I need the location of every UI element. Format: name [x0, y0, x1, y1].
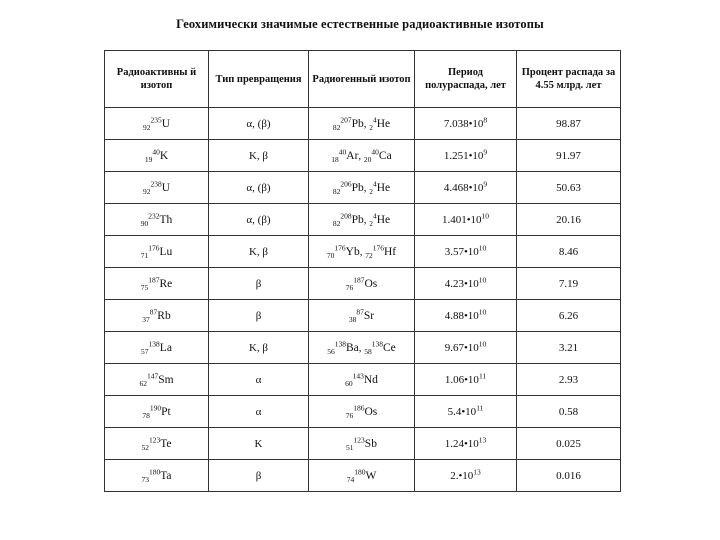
element-symbol: Sm: [158, 373, 174, 386]
cell-radioactive-isotope: [105, 300, 209, 332]
atomic-number: 60: [345, 378, 353, 388]
atomic-number: 70: [326, 250, 335, 260]
half-life-mantissa: 7.038•10: [443, 117, 484, 130]
element-symbol: W: [365, 469, 377, 482]
cell-decay-type: K: [209, 428, 309, 460]
table-row: [105, 204, 621, 236]
cell-radiogenic-isotope: [309, 140, 415, 172]
atomic-number: 73: [141, 474, 149, 484]
half-life-mantissa: 2.•10: [450, 469, 474, 482]
element-symbol: Pt: [161, 405, 171, 418]
mass-number: 143: [352, 370, 364, 380]
cell-radiogenic-isotope: [309, 204, 415, 236]
header-row: [105, 51, 621, 108]
element-symbol: U: [161, 117, 171, 130]
cell-decay-percent: 0.025: [517, 428, 621, 460]
cell-decay-type: K, β: [209, 140, 309, 172]
element-symbol: Th: [159, 213, 173, 226]
cell-decay-percent: 6.26: [517, 300, 621, 332]
atomic-number: 82: [332, 122, 341, 132]
cell-decay-percent: 50.63: [517, 172, 621, 204]
half-life-mantissa: 1.06•10: [444, 373, 479, 386]
header-decay-percent: Процент распада за 4.55 млрд. лет: [517, 51, 621, 108]
cell-radioactive-isotope: [105, 364, 209, 396]
half-life-exponent: 10: [478, 242, 487, 252]
cell-half-life: [415, 140, 517, 172]
mass-number: 4: [372, 210, 377, 220]
table-row: [105, 300, 621, 332]
atomic-number: 72: [365, 250, 373, 260]
half-life-mantissa: 4.468•10: [443, 181, 484, 194]
element-symbol: He: [376, 213, 391, 226]
mass-number: 123: [148, 434, 161, 444]
mass-number: 4: [372, 114, 377, 124]
cell-radioactive-isotope: [105, 172, 209, 204]
atomic-number: 2: [369, 186, 373, 196]
table-row: [105, 364, 621, 396]
cell-decay-percent: 0.016: [517, 460, 621, 492]
element-symbol: Pb: [351, 213, 364, 226]
cell-radioactive-isotope: [105, 140, 209, 172]
half-life-mantissa: 3.57•10: [444, 245, 479, 258]
mass-number: 87: [356, 306, 364, 316]
cell-decay-percent: 91.97: [517, 140, 621, 172]
element-symbol: Os: [364, 405, 378, 418]
atomic-number: 2: [369, 218, 373, 228]
atomic-number: 37: [142, 314, 150, 324]
half-life-mantissa: 9.67•10: [444, 341, 479, 354]
mass-number: 176: [372, 242, 384, 252]
half-life-exponent: 13: [478, 434, 487, 444]
element-symbol: He: [376, 117, 391, 130]
atomic-number: 2: [369, 122, 373, 132]
cell-half-life: [415, 460, 517, 492]
cell-radioactive-isotope: [105, 396, 209, 428]
mass-number: 180: [354, 466, 366, 476]
header-half-life: Период полураспада, лет: [415, 51, 517, 108]
cell-radiogenic-isotope: [309, 428, 415, 460]
half-life-exponent: 10: [478, 338, 487, 348]
separator: ,: [358, 149, 364, 162]
element-symbol: Sr: [363, 309, 375, 322]
atomic-number: 78: [142, 410, 150, 420]
cell-decay-type: K, β: [209, 332, 309, 364]
half-life-mantissa: 1.401•10: [441, 213, 482, 226]
table-row: [105, 428, 621, 460]
element-symbol: Ca: [378, 149, 392, 162]
cell-decay-percent: 2.93: [517, 364, 621, 396]
half-life-exponent: 8: [483, 114, 488, 124]
atomic-number: 58: [364, 346, 372, 356]
cell-decay-type: β: [209, 268, 309, 300]
mass-number: 180: [148, 466, 161, 476]
half-life-exponent: 9: [483, 146, 488, 156]
cell-half-life: [415, 332, 517, 364]
cell-decay-percent: 8.46: [517, 236, 621, 268]
half-life-mantissa: 4.23•10: [444, 277, 479, 290]
element-symbol: Nd: [363, 373, 378, 386]
mass-number: 238: [150, 178, 162, 188]
cell-radiogenic-isotope: [309, 108, 415, 140]
mass-number: 235: [150, 114, 162, 124]
atomic-number: 38: [348, 314, 357, 324]
separator: ,: [359, 245, 366, 258]
cell-radioactive-isotope: [105, 204, 209, 236]
half-life-exponent: 11: [476, 402, 484, 412]
mass-number: 40: [338, 146, 347, 156]
element-symbol: K: [159, 149, 169, 162]
half-life-mantissa: 1.24•10: [444, 437, 479, 450]
atomic-number: 74: [346, 474, 355, 484]
table-row: [105, 396, 621, 428]
cell-radiogenic-isotope: [309, 300, 415, 332]
mass-number: 206: [340, 178, 352, 188]
separator: ,: [363, 117, 370, 130]
cell-decay-type: α: [209, 364, 309, 396]
element-symbol: Os: [364, 277, 378, 290]
cell-decay-type: K, β: [209, 236, 309, 268]
mass-number: 208: [340, 210, 352, 220]
atomic-number: 56: [327, 346, 335, 356]
atomic-number: 92: [142, 186, 151, 196]
half-life-exponent: 13: [473, 466, 481, 476]
mass-number: 176: [334, 242, 346, 252]
header-radiogenic-isotope: Радиогенный изотоп: [309, 51, 415, 108]
cell-radiogenic-isotope: [309, 268, 415, 300]
cell-half-life: [415, 172, 517, 204]
cell-half-life: [415, 204, 517, 236]
atomic-number: 51: [346, 442, 354, 452]
cell-half-life: [415, 236, 517, 268]
mass-number: 138: [334, 338, 346, 348]
cell-radioactive-isotope: [105, 268, 209, 300]
header-decay-type: Тип превращения: [209, 51, 309, 108]
mass-number: 4: [372, 178, 377, 188]
element-symbol: Ba: [345, 341, 359, 354]
header-radioactive-isotope: Радиоактивны й изотоп: [105, 51, 209, 108]
element-symbol: Sb: [364, 437, 377, 450]
element-symbol: He: [376, 181, 391, 194]
separator: ,: [358, 341, 365, 354]
mass-number: 87: [149, 306, 158, 316]
table-row: [105, 108, 621, 140]
mass-number: 190: [149, 402, 162, 412]
table-body: [105, 108, 621, 492]
table-row: [105, 172, 621, 204]
element-symbol: La: [159, 341, 172, 354]
atomic-number: 90: [140, 218, 149, 228]
half-life-mantissa: 4.88•10: [444, 309, 479, 322]
cell-half-life: [415, 268, 517, 300]
cell-decay-type: α, (β): [209, 172, 309, 204]
mass-number: 207: [340, 114, 352, 124]
cell-half-life: [415, 396, 517, 428]
mass-number: 40: [371, 146, 379, 156]
cell-half-life: [415, 300, 517, 332]
mass-number: 176: [148, 242, 160, 252]
table-row: [105, 140, 621, 172]
cell-decay-percent: 3.21: [517, 332, 621, 364]
mass-number: 40: [152, 146, 160, 156]
half-life-exponent: 10: [478, 306, 487, 316]
cell-half-life: [415, 364, 517, 396]
element-symbol: U: [161, 181, 171, 194]
atomic-number: 82: [332, 218, 341, 228]
cell-decay-percent: 98.87: [517, 108, 621, 140]
cell-radiogenic-isotope: [309, 396, 415, 428]
mass-number: 123: [353, 434, 365, 444]
cell-radioactive-isotope: [105, 108, 209, 140]
element-symbol: Ta: [160, 469, 172, 482]
atomic-number: 20: [363, 154, 372, 164]
half-life-mantissa: 1.251•10: [443, 149, 484, 162]
cell-half-life: [415, 108, 517, 140]
mass-number: 187: [148, 274, 160, 284]
element-symbol: Hf: [383, 245, 397, 258]
atomic-number: 75: [140, 282, 149, 292]
atomic-number: 18: [331, 154, 339, 164]
element-symbol: Rb: [157, 309, 171, 322]
separator: ,: [363, 181, 370, 194]
atomic-number: 52: [141, 442, 149, 452]
cell-radiogenic-isotope: [309, 172, 415, 204]
half-life-exponent: 10: [481, 210, 490, 220]
atomic-number: 82: [332, 186, 341, 196]
cell-decay-percent: 20.16: [517, 204, 621, 236]
element-symbol: Yb: [345, 245, 360, 258]
cell-radioactive-isotope: [105, 460, 209, 492]
page-title: Геохимически значимые естественные радиоактивные изотопы: [176, 17, 544, 31]
cell-radiogenic-isotope: [309, 460, 415, 492]
atomic-number: 76: [345, 410, 354, 420]
cell-decay-type: β: [209, 300, 309, 332]
element-symbol: Pb: [351, 117, 364, 130]
half-life-exponent: 11: [478, 370, 487, 380]
element-symbol: Pb: [351, 181, 364, 194]
cell-decay-type: α: [209, 396, 309, 428]
cell-decay-percent: 0.58: [517, 396, 621, 428]
element-symbol: Lu: [159, 245, 173, 258]
cell-radioactive-isotope: [105, 332, 209, 364]
cell-radiogenic-isotope: [309, 332, 415, 364]
atomic-number: 62: [139, 378, 147, 388]
cell-radiogenic-isotope: [309, 364, 415, 396]
element-symbol: Ar: [346, 149, 359, 162]
mass-number: 232: [148, 210, 160, 220]
cell-radiogenic-isotope: [309, 236, 415, 268]
cell-decay-type: α, (β): [209, 108, 309, 140]
mass-number: 187: [353, 274, 365, 284]
table-row: [105, 268, 621, 300]
cell-decay-percent: 7.19: [517, 268, 621, 300]
element-symbol: Te: [160, 437, 172, 450]
table-row: [105, 332, 621, 364]
half-life-exponent: 9: [483, 178, 488, 188]
half-life-exponent: 10: [478, 274, 487, 284]
half-life-mantissa: 5.4•10: [447, 405, 477, 418]
cell-radioactive-isotope: [105, 428, 209, 460]
separator: ,: [363, 213, 370, 226]
atomic-number: 19: [144, 154, 153, 164]
cell-radioactive-isotope: [105, 236, 209, 268]
atomic-number: 92: [142, 122, 151, 132]
cell-decay-type: α, (β): [209, 204, 309, 236]
element-symbol: Ce: [383, 341, 396, 354]
cell-decay-type: β: [209, 460, 309, 492]
mass-number: 138: [371, 338, 383, 348]
table-row: [105, 460, 621, 492]
isotope-table: [104, 50, 621, 492]
mass-number: 138: [148, 338, 160, 348]
atomic-number: 57: [141, 346, 149, 356]
atomic-number: 76: [345, 282, 354, 292]
element-symbol: Re: [159, 277, 173, 290]
mass-number: 147: [146, 370, 159, 380]
atomic-number: 71: [140, 250, 149, 260]
mass-number: 186: [353, 402, 365, 412]
cell-half-life: [415, 428, 517, 460]
table-row: [105, 236, 621, 268]
